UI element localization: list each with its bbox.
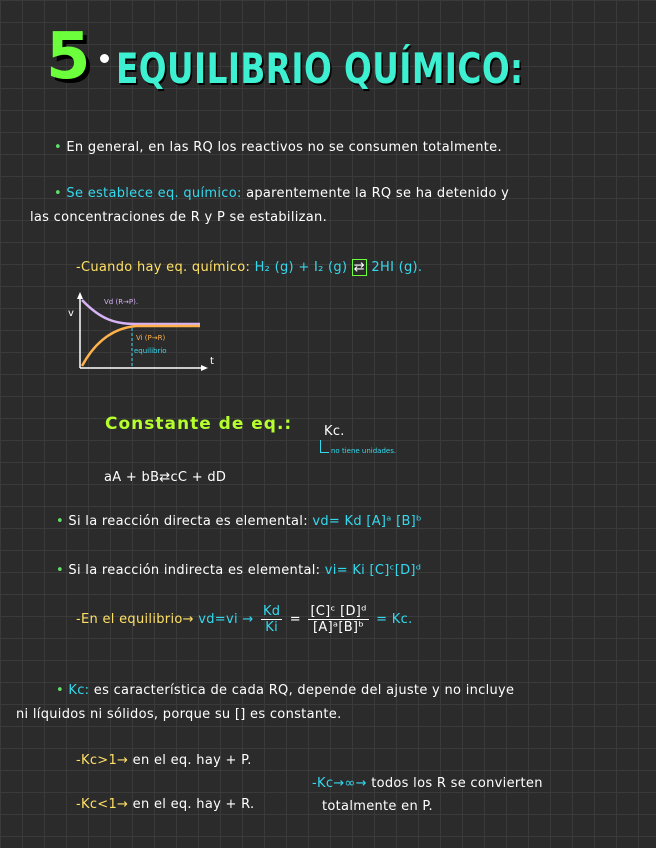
bullet: • <box>56 514 64 529</box>
kc-lead: Kc: <box>68 683 90 698</box>
note-hook <box>320 440 329 453</box>
kc-note-text: es característica de cada RQ, depende del ajuste y no incluye <box>93 683 515 698</box>
graph-lower-label: Vi (P→R) <box>136 334 166 342</box>
bullet: • <box>56 683 64 698</box>
line-equilibrium-lead: -En el equilibrio→ <box>76 612 194 627</box>
equilibrium-result: = Kc. <box>376 612 413 627</box>
line-when-equilibrium <box>76 259 422 276</box>
line-general <box>54 140 502 155</box>
fraction-denominator: [A]ᵃ[B]ᵇ <box>313 620 365 635</box>
kc-less-lead: -Kc<1→ <box>76 797 129 812</box>
line-indirect-text: Si la reacción indirecta es elemental: <box>68 563 321 578</box>
kc-infinite-lead: -Kc→∞→ <box>312 776 367 791</box>
rate-graph <box>66 290 226 380</box>
line-equilibrium <box>76 604 413 635</box>
kc-less-text: en el eq. hay + R. <box>132 797 255 812</box>
graph-upper-label: Vd (R→P). <box>104 298 139 306</box>
line-direct-text: Si la reacción directa es elemental: <box>68 514 308 529</box>
line-equilibrium-established <box>54 186 509 201</box>
indirect-formula: vi= Ki [C]ᶜ[D]ᵈ <box>324 563 422 578</box>
fraction-numerator: [C]ᶜ [D]ᵈ <box>310 604 367 619</box>
direct-rate-curve <box>82 300 200 324</box>
line-general-text: En general, en las RQ los reactivos no se consumen totalmente. <box>66 140 502 155</box>
graph-y-arrow <box>77 292 83 299</box>
line-kc-less <box>76 797 254 812</box>
equals-sign: = <box>289 612 301 627</box>
graph-x-arrow <box>201 365 208 371</box>
direct-formula: vd= Kd [A]ᵃ [B]ᵇ <box>312 514 422 529</box>
graph-x-label: t <box>210 356 214 367</box>
general-reaction: aA + bB⇄cC + dD <box>104 470 227 485</box>
rate-constant-fraction <box>261 604 282 635</box>
line-direct <box>56 514 422 529</box>
line-indirect <box>56 563 421 578</box>
kc-note-cont: ni líquidos ni sólidos, porque su [] es constante. <box>16 707 342 722</box>
title-number: 5 <box>46 20 91 94</box>
page-title: EQUILIBRIO QUÍMICO: <box>116 44 524 93</box>
line-equilibrium-cont: las concentraciones de R y P se estabilizan. <box>30 210 328 225</box>
constant-note: no tiene unidades. <box>331 447 397 455</box>
fraction-numerator: Kd <box>262 604 281 619</box>
equilibrium-eq: vd=vi → <box>198 612 254 627</box>
line-kc-note <box>56 683 514 698</box>
concentration-fraction <box>308 604 368 635</box>
indirect-rate-curve <box>82 326 200 366</box>
equation-right: 2HI (g). <box>371 260 423 275</box>
line-kc-greater <box>76 753 252 768</box>
equilibrium-arrow-box: ⇄ <box>353 260 365 275</box>
graph-marker-label: equilibrio <box>134 347 167 355</box>
kc-greater-text: en el eq. hay + P. <box>132 753 252 768</box>
constant-symbol: Kc. <box>324 424 345 439</box>
line-equilibrium-rest: aparentemente la RQ se ha detenido y <box>246 186 510 201</box>
line-when-lead: -Cuando hay eq. químico: <box>76 260 251 275</box>
fraction-denominator: Ki <box>265 620 279 635</box>
kc-greater-lead: -Kc>1→ <box>76 753 129 768</box>
line-equilibrium-lead: Se establece eq. químico: <box>66 186 242 201</box>
bullet: • <box>54 186 62 201</box>
constant-title: Constante de eq.: <box>105 414 293 434</box>
graph-y-label: v <box>68 308 74 319</box>
bullet: • <box>54 140 62 155</box>
line-kc-infinite <box>312 776 543 791</box>
bullet: • <box>56 563 64 578</box>
kc-infinite-text: todos los R se convierten <box>371 776 543 791</box>
title-dot <box>100 54 109 63</box>
equation-left: H₂ (g) + I₂ (g) <box>254 260 348 275</box>
kc-infinite-cont: totalmente en P. <box>322 799 433 814</box>
